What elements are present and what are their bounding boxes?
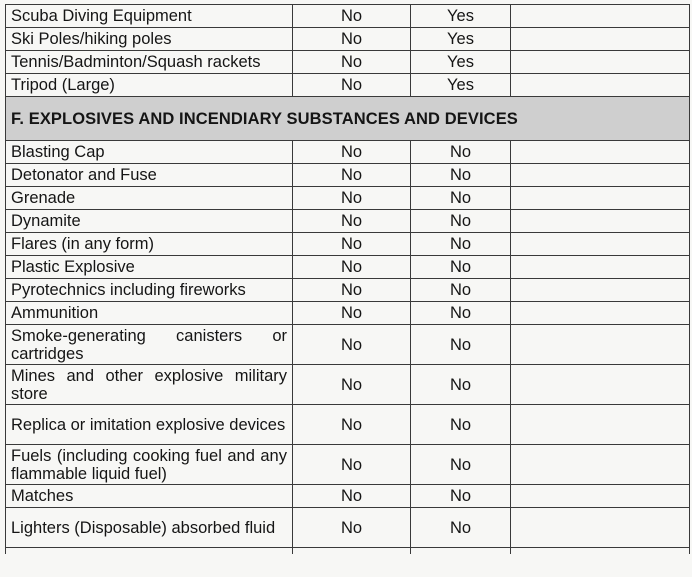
item-name: Grenade	[6, 187, 293, 210]
column-2-value: No	[411, 187, 511, 210]
column-1-value: No	[293, 445, 411, 485]
item-name: Tripod (Large)	[6, 74, 293, 97]
column-3-value	[511, 256, 690, 279]
column-3-value	[511, 164, 690, 187]
item-name: Pyrotechnics including fireworks	[6, 279, 293, 302]
column-1-value: No	[293, 256, 411, 279]
table-row	[6, 485, 690, 508]
column-3-value	[511, 279, 690, 302]
column-1-value: No	[293, 485, 411, 508]
column-3-value	[511, 445, 690, 485]
table-row	[6, 210, 690, 233]
column-1-value: No	[293, 365, 411, 405]
table-row	[6, 28, 690, 51]
column-1-value: No	[293, 164, 411, 187]
column-3-value	[511, 325, 690, 365]
table-row	[6, 279, 690, 302]
column-3-value	[511, 141, 690, 164]
table-row	[6, 164, 690, 187]
table-row	[6, 141, 690, 164]
column-2-value: No	[411, 256, 511, 279]
column-1-value: No	[293, 141, 411, 164]
column-3-value	[511, 302, 690, 325]
item-name: Detonator and Fuse	[6, 164, 293, 187]
column-2-value: No	[411, 164, 511, 187]
column-2-value: Yes	[411, 5, 511, 28]
column-2-value: No	[411, 445, 511, 485]
column-2-value: No	[411, 279, 511, 302]
column-3-value	[511, 74, 690, 97]
item-name: Scuba Diving Equipment	[6, 5, 293, 28]
column-3-value	[511, 51, 690, 74]
item-name: Blasting Cap	[6, 141, 293, 164]
column-1-value: No	[293, 405, 411, 445]
column-2-value: Yes	[411, 74, 511, 97]
column-2-value: No	[411, 325, 511, 365]
column-1-value: No	[293, 28, 411, 51]
item-name: Dynamite	[6, 210, 293, 233]
section-header-row	[6, 97, 690, 141]
table-row-cut-off	[6, 548, 690, 555]
column-2-value: Yes	[411, 28, 511, 51]
column-1-value: No	[293, 187, 411, 210]
item-name: Matches	[6, 485, 293, 508]
column-3-value	[511, 365, 690, 405]
item-name: Smoke-generating canisters or cartridges	[6, 325, 293, 365]
column-3-value	[511, 210, 690, 233]
column-2-value: No	[411, 508, 511, 548]
column-1-value: No	[293, 74, 411, 97]
column-2-value: No	[411, 141, 511, 164]
table-row	[6, 325, 690, 365]
table-row	[6, 405, 690, 445]
column-3-value	[511, 187, 690, 210]
column-2-value: Yes	[411, 51, 511, 74]
column-1-value: No	[293, 325, 411, 365]
table-row	[6, 233, 690, 256]
column-3-value	[511, 233, 690, 256]
column-2-value: No	[411, 365, 511, 405]
item-name: Plastic Explosive	[6, 256, 293, 279]
column-2-value: No	[411, 210, 511, 233]
item-name: Ski Poles/hiking poles	[6, 28, 293, 51]
column-3-value	[511, 508, 690, 548]
item-name: Fuels (including cooking fuel and any flammable liquid fuel)	[6, 445, 293, 485]
table-row	[6, 445, 690, 485]
column-1-value: No	[293, 233, 411, 256]
section-title: F. EXPLOSIVES AND INCENDIARY SUBSTANCES AND DEVICES	[6, 97, 690, 141]
column-3-value	[511, 5, 690, 28]
column-1-value: No	[293, 51, 411, 74]
column-1-value: No	[293, 508, 411, 548]
item-name: Ammunition	[6, 302, 293, 325]
column-2-value: No	[411, 485, 511, 508]
item-name: Flares (in any form)	[6, 233, 293, 256]
table-row	[6, 74, 690, 97]
table-row	[6, 508, 690, 548]
item-name: Lighters (Disposable) absorbed fluid	[6, 508, 293, 548]
table-row	[6, 302, 690, 325]
column-3-value	[511, 28, 690, 51]
table-row	[6, 256, 690, 279]
item-name: Replica or imitation explosive devices	[6, 405, 293, 445]
table-row	[6, 51, 690, 74]
table-row	[6, 5, 690, 28]
column-2-value: No	[411, 302, 511, 325]
prohibited-items-table	[5, 4, 690, 554]
table-row	[6, 365, 690, 405]
column-3-value	[511, 405, 690, 445]
column-1-value: No	[293, 5, 411, 28]
column-2-value: No	[411, 233, 511, 256]
item-name: Tennis/Badminton/Squash rackets	[6, 51, 293, 74]
table-row	[6, 187, 690, 210]
column-1-value: No	[293, 279, 411, 302]
column-1-value: No	[293, 210, 411, 233]
column-3-value	[511, 485, 690, 508]
column-2-value: No	[411, 405, 511, 445]
column-1-value: No	[293, 302, 411, 325]
item-name: Mines and other explosive military store	[6, 365, 293, 405]
